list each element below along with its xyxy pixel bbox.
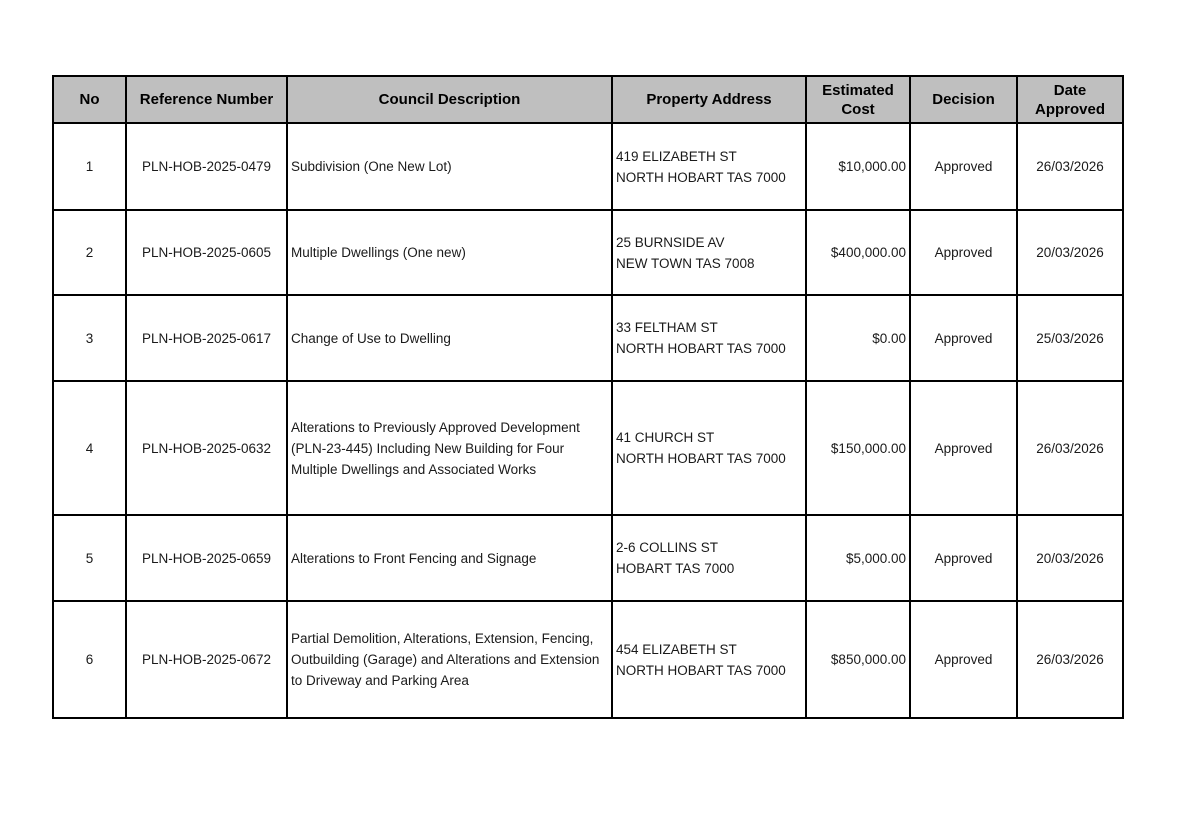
cell-property-address [612,295,806,381]
cell-property-address [612,123,806,210]
cell-estimated-cost: $850,000.00 [806,601,910,718]
cell-decision: Approved [910,381,1017,515]
cell-reference-number: PLN-HOB-2025-0672 [126,601,287,718]
cell-estimated-cost: $0.00 [806,295,910,381]
cell-council-description: Alterations to Previously Approved Development (PLN-23-445) Including New Building for Four Multiple Dwellings and Associated Works [287,381,612,515]
table-row [53,123,1123,210]
address-line-1: 25 BURNSIDE AV [616,234,725,250]
cell-reference-number: PLN-HOB-2025-0605 [126,210,287,295]
address-line-2: NEW TOWN TAS 7008 [616,255,755,271]
cell-decision: Approved [910,210,1017,295]
address-line-1: 454 ELIZABETH ST [616,641,737,657]
cell-estimated-cost: $400,000.00 [806,210,910,295]
table-row [53,295,1123,381]
header-decision: Decision [910,76,1017,123]
cell-no: 2 [53,210,126,295]
cell-decision: Approved [910,515,1017,601]
cell-property-address [612,210,806,295]
table-row [53,601,1123,718]
cell-reference-number: PLN-HOB-2025-0659 [126,515,287,601]
cell-council-description: Alterations to Front Fencing and Signage [287,515,612,601]
cell-property-address [612,381,806,515]
cell-council-description: Partial Demolition, Alterations, Extension, Fencing, Outbuilding (Garage) and Alterations and Extension to Driveway and Parking Area [287,601,612,718]
header-council-description: Council Description [287,76,612,123]
cell-council-description: Change of Use to Dwelling [287,295,612,381]
cell-council-description: Multiple Dwellings (One new) [287,210,612,295]
address-line-1: 2-6 COLLINS ST [616,540,719,555]
cell-no: 6 [53,601,126,718]
cell-property-address [612,601,806,718]
address-line-2: NORTH HOBART TAS 7000 [616,169,786,185]
address-line-2: NORTH HOBART TAS 7000 [616,662,786,678]
address-line-1: 41 CHURCH ST [616,430,715,445]
table-row [53,515,1123,601]
address-line-1: 33 FELTHAM ST [616,320,718,335]
cell-reference-number: PLN-HOB-2025-0632 [126,381,287,515]
cell-no: 3 [53,295,126,381]
cell-council-description: Subdivision (One New Lot) [287,123,612,210]
address-line-1: 419 ELIZABETH ST [616,148,737,164]
address-line-2: HOBART TAS 7000 [616,561,735,576]
cell-date-approved: 26/03/2026 [1017,601,1123,718]
address-line-2: NORTH HOBART TAS 7000 [616,341,786,356]
cell-date-approved: 20/03/2026 [1017,210,1123,295]
header-no: No [53,76,126,123]
cell-reference-number: PLN-HOB-2025-0479 [126,123,287,210]
cell-date-approved: 25/03/2026 [1017,295,1123,381]
cell-reference-number: PLN-HOB-2025-0617 [126,295,287,381]
cell-decision: Approved [910,295,1017,381]
header-property-address: Property Address [612,76,806,123]
table-row [53,381,1123,515]
cell-date-approved: 20/03/2026 [1017,515,1123,601]
cell-no: 4 [53,381,126,515]
header-reference-number: Reference Number [126,76,287,123]
cell-date-approved: 26/03/2026 [1017,123,1123,210]
cell-no: 1 [53,123,126,210]
cell-date-approved: 26/03/2026 [1017,381,1123,515]
table-header-row [53,76,1123,123]
cell-no: 5 [53,515,126,601]
cell-estimated-cost: $150,000.00 [806,381,910,515]
planning-applications-table [52,75,1124,719]
cell-decision: Approved [910,601,1017,718]
address-line-2: NORTH HOBART TAS 7000 [616,451,786,466]
header-estimated-cost: Estimated Cost [806,76,910,123]
cell-property-address [612,515,806,601]
planning-register-sheet [52,75,1124,719]
cell-decision: Approved [910,123,1017,210]
header-date-approved: Date Approved [1017,76,1123,123]
cell-estimated-cost: $5,000.00 [806,515,910,601]
table-row [53,210,1123,295]
cell-estimated-cost: $10,000.00 [806,123,910,210]
